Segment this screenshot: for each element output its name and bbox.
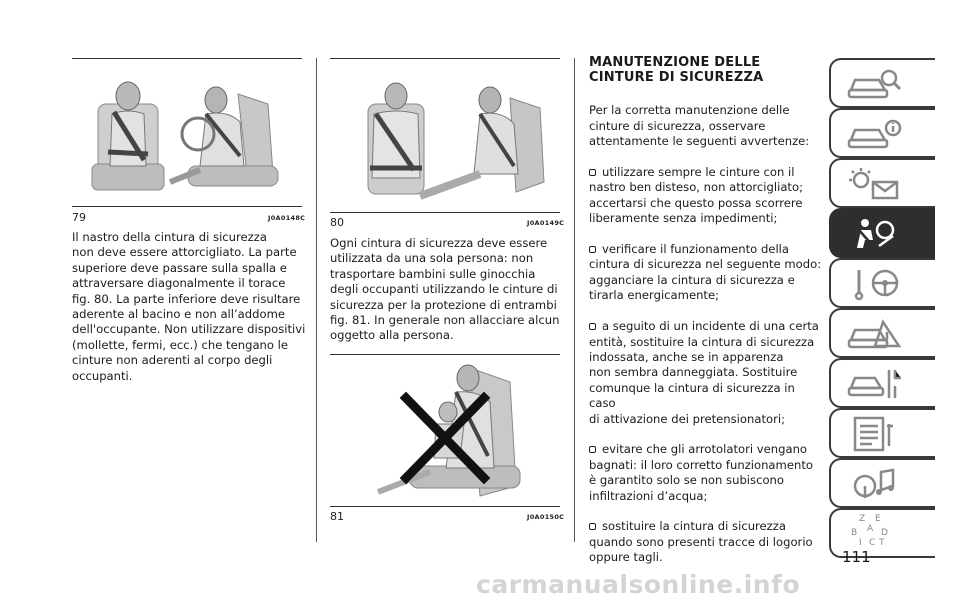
index-letter: C [869,538,876,548]
section-heading-line1: MANUTENZIONE DELLE [589,55,761,70]
tab-seatbelt-airbag[interactable] [829,208,935,258]
tab-car-search[interactable] [829,58,935,108]
figure-79-illustration [88,74,288,202]
index-letter: Z [859,514,866,524]
column-divider-2 [574,58,575,542]
index-letter: E [875,514,881,524]
index-letter: B [851,528,858,538]
figure-81-top-rule [330,354,560,355]
car-search-icon [845,66,905,102]
section-heading-line2: CINTURE DI SICUREZZA [589,70,764,85]
tab-warning-lights[interactable] [829,158,935,208]
tab-car-info[interactable] [829,108,935,158]
breakdown-icon [845,316,905,352]
list-item: evitare che gli arrotolatori vengano bagnati: il loro corretto funzionamento è garantito solo se non subiscono infiltrazioni d’acqua; [589,442,825,504]
tab-car-maintenance[interactable] [829,358,935,408]
index-letter: A [867,524,874,534]
col3-body [589,88,825,581]
watermark: carmanualsonline.info [476,570,801,599]
col3-intro: Per la corretta manutenzione delle cinture di sicurezza, osservare attentamente le seguenti avvertenze: [589,103,810,149]
figure-80-rule [330,212,560,213]
figure-81-illustration [360,362,550,502]
index-letter: D [881,528,888,538]
figure-81-number: 81 [330,510,344,523]
section-heading [589,55,763,85]
warning-lights-icon [845,166,905,202]
col1-paragraph: Il nastro della cintura di sicurezza non deve essere attorcigliato. La parte superiore deve passare sulla spalla e attraversare diagonalmente il torace fig. 80. La parte inferiore deve risultare aderente al bacino e non all’addome dell'occupante. Non utilizzare dispositivi (mollette, fermi, ecc.) che tengano le cinture non aderenti al corpo degli occupanti. [72,230,306,383]
car-info-icon [845,116,905,152]
figure-80-illustration [340,78,560,202]
tab-breakdown[interactable] [829,308,935,358]
figure-81-code: J0A0150C [527,513,565,521]
tab-steering-wheel[interactable] [829,258,935,308]
col2-paragraph: Ogni cintura di sicurezza deve essere utilizzata da una sola persona: non trasportare bambini sulle ginocchia degli occupanti utilizzando le cinture di sicurezza per la protezione di entrambi fig. 81. In generale non allacciare alcun oggetto alla persona. [330,236,560,343]
list-item: verificare il funzionamento della cintura di sicurezza nel seguente modo: agganciare la cintura di sicurezza e tirarla energicamente; [589,242,825,304]
steering-wheel-icon [845,266,905,302]
figure-79-code: J0A0148C [268,214,306,222]
list-item: utilizzare sempre le cinture con il nastro ben disteso, non attorcigliato; accertarsi che questo possa scorrere liberamente senza impedimenti; [589,165,825,227]
list-item: sostituire la cintura di sicurezza quando sono presenti tracce di logorio oppure tagli. [589,519,825,565]
figure-81-rule [330,506,560,507]
figure-79-number: 79 [72,211,86,224]
index-letter: T [879,538,885,548]
list-item: a seguito di un incidente di una certa entità, sostituire la cintura di sicurezza indossata, anche se in apparenza non sembra danneggiata. Sostituire comunque la cintura di sicurezza in caso di attivazione dei pretensionatori; [589,319,825,427]
column-divider-1 [316,58,317,542]
page-number: 111 [842,548,871,566]
figure-80-number: 80 [330,216,344,229]
index-letter: I [859,538,862,548]
car-maintenance-icon [845,366,905,402]
tab-multimedia[interactable] [829,458,935,508]
multimedia-icon [845,466,905,502]
tab-specifications[interactable] [829,408,935,458]
seatbelt-airbag-icon [845,216,905,252]
figure-80-code: J0A0149C [527,219,565,227]
figure-79-rule [72,206,302,207]
specifications-icon [845,416,905,452]
top-rule-col1 [72,58,302,59]
top-rule-col2 [330,58,560,59]
